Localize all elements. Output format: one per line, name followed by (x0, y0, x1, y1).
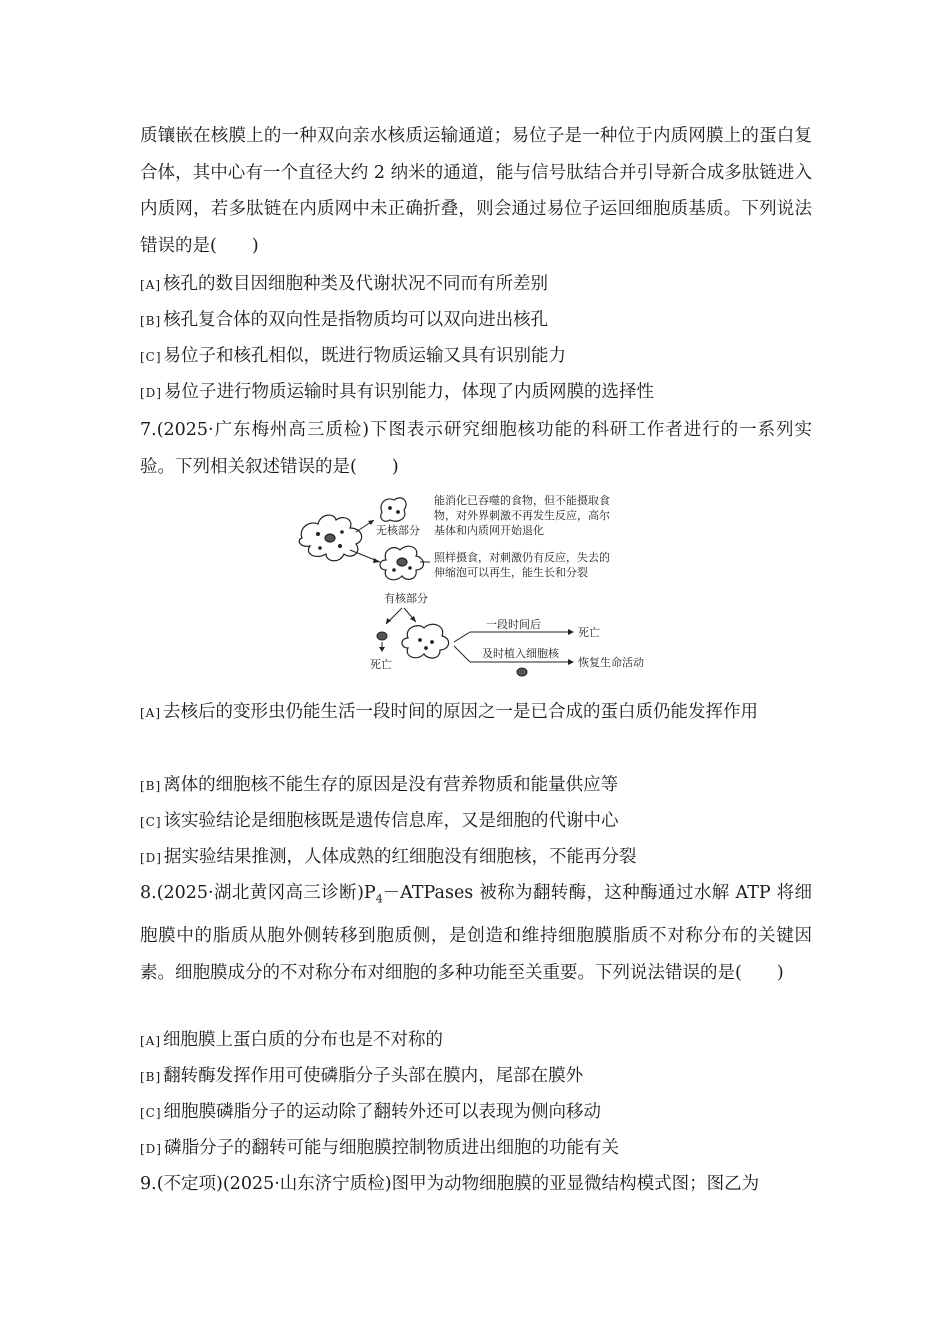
q7-option-d (140, 839, 812, 876)
q8-stem-prefix: 8.(2025·湖北黄冈高三诊断)P (140, 883, 376, 903)
option-tag: [C] (140, 815, 162, 829)
option-text: 据实验结果推测，人体成熟的红细胞没有细胞核，不能再分裂 (163, 847, 637, 867)
nucleate-fragment (380, 546, 424, 580)
option-tag: [D] (140, 386, 162, 400)
option-text: 易位子和核孔相似，既进行物质运输又具有识别能力 (163, 346, 567, 366)
option-tag: [A] (140, 278, 162, 292)
question-9-stem: 9.(不定项)(2025·山东济宁质检)图甲为动物细胞膜的亚显微结构模式图；图乙为 (140, 1174, 760, 1194)
nucleate-label: 有核部分 (384, 592, 428, 605)
anucleate-desc-line3: 基体和内质网开始退化 (434, 524, 544, 537)
death-label-left: 死亡 (370, 658, 392, 671)
death-label-right: 死亡 (578, 626, 600, 639)
q7-option-c (140, 803, 812, 840)
implant-nucleus-label: 及时植入细胞核 (482, 647, 559, 660)
isolated-nucleus (377, 632, 387, 640)
q8-stem-rest: －ATPases 被称为翻转酶，这种酶通过水解 ATP 将细胞膜中的脂质从胞外侧转移到胞质侧，是创造和维持细胞膜脂质不对称分布的关键因素。细胞膜成分的不对称分布对细胞的多种功能至关重要。下列说法错误的是( ) (140, 883, 812, 983)
nucleate-desc-line2: 伸缩泡可以再生，能生长和分裂 (434, 566, 588, 579)
option-text: 离体的细胞核不能生存的原因是没有营养物质和能量供应等 (163, 775, 619, 795)
question-8-stem (140, 875, 812, 991)
question-6-intro: 质镶嵌在核膜上的一种双向亲水核质运输通道；易位子是一种位于内质网膜上的蛋白复合体，其中心有一个直径大约 2 纳米的通道，能与信号肽结合并引导新合成多肽链进入内质网，若多肽链在内质网中未正确折叠，则会通过易位子运回细胞质基质。下列说法错误的是( ) (140, 126, 812, 256)
option-text: 磷脂分子的翻转可能与细胞膜控制物质进出细胞的功能有关 (163, 1138, 619, 1158)
option-text: 细胞膜磷脂分子的运动除了翻转外还可以表现为侧向移动 (163, 1102, 602, 1122)
q8-option-d (140, 1130, 812, 1167)
amoeba-original (299, 515, 361, 561)
anucleate-fragment (381, 498, 406, 521)
q8-option-a (140, 1022, 812, 1059)
implanted-nucleus (517, 668, 527, 676)
option-text: 翻转酶发挥作用可使磷脂分子头部在膜内，尾部在膜外 (163, 1066, 584, 1086)
anucleate-desc-line1: 能消化已吞噬的食物，但不能摄取食 (434, 494, 610, 507)
option-tag: [B] (140, 779, 162, 793)
enucleated-amoeba (402, 624, 449, 658)
option-tag: [A] (140, 1034, 162, 1048)
q6-option-a (140, 266, 812, 303)
option-tag: [D] (140, 851, 162, 865)
anucleate-label: 无核部分 (376, 524, 420, 537)
option-text: 去核后的变形虫仍能生活一段时间的原因之一是已合成的蛋白质仍能发挥作用 (163, 702, 759, 722)
q7-option-a (140, 694, 812, 732)
option-tag: [D] (140, 1142, 162, 1156)
option-tag: [C] (140, 350, 162, 364)
option-tag: [B] (140, 314, 162, 328)
recover-label: 恢复生命活动 (578, 656, 644, 669)
option-tag: [A] (140, 706, 162, 720)
q6-option-b (140, 302, 812, 339)
q7-option-b (140, 767, 812, 804)
q6-option-d (140, 374, 812, 411)
option-text: 核孔的数目因细胞种类及代谢状况不同而有所差别 (163, 274, 549, 294)
option-tag: [C] (140, 1106, 162, 1120)
option-text: 易位子进行物质运输时具有识别能力，体现了内质网膜的选择性 (163, 382, 654, 402)
option-tag: [B] (140, 1070, 162, 1084)
q8-option-b (140, 1058, 812, 1095)
q8-stem-subscript: 4 (375, 892, 383, 906)
anucleate-desc-line2: 物，对外界刺激不再发生反应，高尔 (434, 509, 610, 522)
nucleate-desc-line1: 照样摄食，对刺激仍有反应，失去的 (434, 551, 610, 564)
question-7-stem: 7.(2025·广东梅州高三质检)下图表示研究细胞核功能的科研工作者进行的一系列实验。下列相关叙述错误的是( ) (140, 420, 812, 477)
amoeba-experiment-diagram (290, 490, 660, 690)
after-time-label: 一段时间后 (486, 618, 541, 631)
option-text: 细胞膜上蛋白质的分布也是不对称的 (163, 1030, 444, 1050)
q8-option-c (140, 1094, 812, 1131)
option-text: 核孔复合体的双向性是指物质均可以双向进出核孔 (163, 310, 549, 330)
option-text: 该实验结论是细胞核既是遗传信息库，又是细胞的代谢中心 (163, 811, 619, 831)
q6-option-c (140, 338, 812, 375)
